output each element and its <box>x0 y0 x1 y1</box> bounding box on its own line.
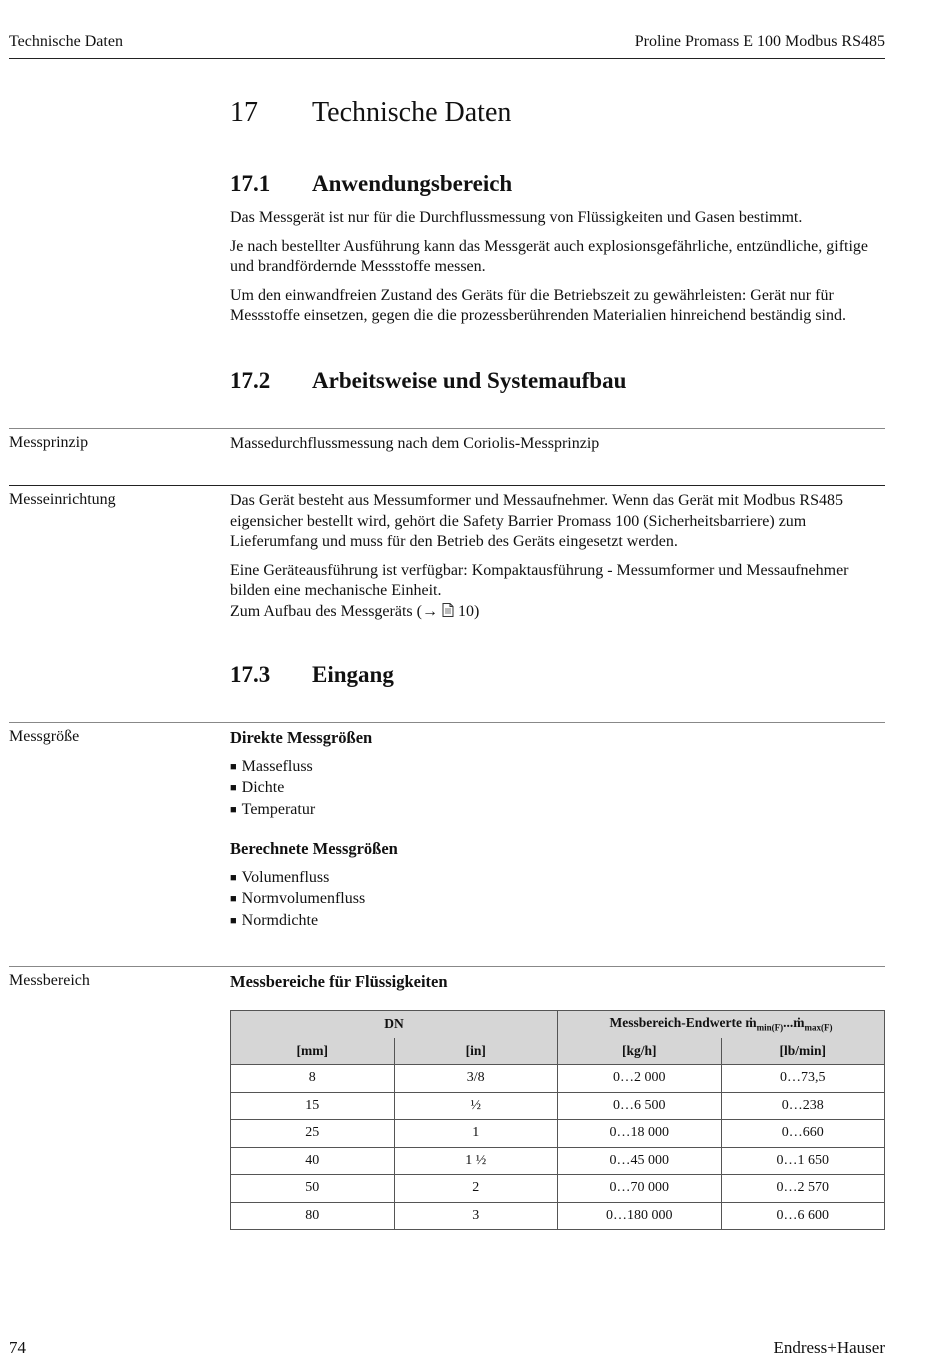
paragraph: Um den einwandfreien Zustand des Geräts für die Betriebszeit zu gewährleisten: Gerät nur für Messstoffe einsetzen, gegen die die prozessberührenden Materialien hinreichend beständig sind. <box>230 286 846 324</box>
list-item: ■ Normdichte <box>230 911 885 933</box>
direct-quantities-heading: Direkte Messgrößen <box>230 728 373 747</box>
table-cell: 1 <box>394 1120 558 1148</box>
column-header: [lb/min] <box>721 1038 885 1065</box>
running-header-section: Technische Daten <box>9 33 123 50</box>
table-cell: 0…6 600 <box>721 1202 885 1230</box>
brand-name: Endress+Hauser <box>773 1338 885 1357</box>
row-rule <box>9 722 885 723</box>
table-cell: 3 <box>394 1202 558 1230</box>
table-cell: 0…18 000 <box>558 1120 722 1148</box>
header-rule <box>9 58 885 59</box>
table-cell: 0…2 570 <box>721 1175 885 1203</box>
page-number: 74 <box>9 1338 26 1357</box>
column-group-range <box>558 1011 885 1038</box>
section-title: Eingang <box>312 662 394 687</box>
list-item: ■ Dichte <box>230 778 885 800</box>
section-number: 17.1 <box>230 171 271 196</box>
table-row <box>231 1065 885 1093</box>
table-cell: 2 <box>394 1175 558 1203</box>
page-reference-icon <box>442 603 454 620</box>
section-title: Anwendungsbereich <box>312 171 513 196</box>
table-cell: 15 <box>231 1092 395 1120</box>
paragraph: Das Messgerät ist nur für die Durchflussmessung von Flüssigkeiten und Gasen bestimmt. <box>230 209 803 226</box>
table-row <box>231 1120 885 1148</box>
messeinrichtung-body <box>230 491 885 622</box>
column-header: [in] <box>394 1038 558 1065</box>
table-cell: 0…45 000 <box>558 1147 722 1175</box>
table-cell: 0…238 <box>721 1092 885 1120</box>
list-item: ■ Temperatur <box>230 800 885 822</box>
section-number: 17.2 <box>230 368 271 393</box>
table-cell: 50 <box>231 1175 395 1203</box>
subscript-max: max(F) <box>804 1023 833 1034</box>
list-item: ■ Normvolumenfluss <box>230 889 885 911</box>
section-heading-17-3 <box>230 662 394 688</box>
table-cell: 0…180 000 <box>558 1202 722 1230</box>
mass-flow-symbol: ṁ <box>745 1015 757 1031</box>
mass-flow-symbol: ṁ <box>793 1015 805 1031</box>
measuring-range-table <box>230 1010 885 1230</box>
section-body-17-1 <box>230 208 885 335</box>
calculated-quantities-heading: Berechnete Messgrößen <box>230 839 398 858</box>
chapter-number: 17 <box>230 97 258 128</box>
chapter-heading <box>230 97 511 129</box>
table-cell: 80 <box>231 1202 395 1230</box>
list-item: ■ Massefluss <box>230 757 885 779</box>
direct-quantities-list <box>230 757 885 822</box>
paragraph: Eine Geräteausführung ist verfügbar: Kompaktausführung - Messumformer und Messaufnehmer bilden eine mechanische Einheit. <box>230 561 849 599</box>
section-title: Arbeitsweise und Systemaufbau <box>312 368 627 393</box>
table-cell: 0…1 650 <box>721 1147 885 1175</box>
table-row <box>231 1175 885 1203</box>
table-cell: 40 <box>231 1147 395 1175</box>
table-row <box>231 1202 885 1230</box>
list-item: ■ Volumenfluss <box>230 868 885 890</box>
running-header-product: Proline Promass E 100 Modbus RS485 <box>634 33 885 50</box>
messbereich-label: Messbereich <box>9 972 90 989</box>
messeinrichtung-label: Messeinrichtung <box>9 491 116 508</box>
section-number: 17.3 <box>230 662 271 687</box>
table-cell: 0…6 500 <box>558 1092 722 1120</box>
paragraph: Das Gerät besteht aus Messumformer und Messaufnehmer. Wenn das Gerät mit Modbus RS485 eigensicher bestellt wird, gehört die Safety Barrier Promass 100 (Sicherheitsbarriere) zum Lieferumfang und muss für den Betrieb des Geräts eingesetzt werden. <box>230 492 843 550</box>
range-separator: ... <box>783 1015 794 1031</box>
table-cell: 0…660 <box>721 1120 885 1148</box>
table-cell: 0…73,5 <box>721 1065 885 1093</box>
table-row <box>231 1147 885 1175</box>
table-row <box>231 1092 885 1120</box>
table-cell: ½ <box>394 1092 558 1120</box>
table-heading: Messbereiche für Flüssigkeiten <box>230 972 448 991</box>
messgroesse-label: Messgröße <box>9 728 80 745</box>
table-cell: 8 <box>231 1065 395 1093</box>
cross-reference <box>230 602 885 623</box>
row-rule <box>9 485 885 486</box>
column-header: [kg/h] <box>558 1038 722 1065</box>
section-heading-17-1 <box>230 171 512 197</box>
row-rule <box>9 428 885 429</box>
table-cell: 0…70 000 <box>558 1175 722 1203</box>
range-label: Messbereich-Endwerte <box>609 1015 746 1031</box>
calculated-quantities-list <box>230 868 885 933</box>
messprinzip-text: Massedurchflussmessung nach dem Coriolis-Messprinzip <box>230 435 600 452</box>
cross-reference-suffix: ) <box>473 602 480 620</box>
table-cell: 1 ½ <box>394 1147 558 1175</box>
table-cell: 3/8 <box>394 1065 558 1093</box>
column-group-dn: DN <box>231 1011 558 1038</box>
table-cell: 25 <box>231 1120 395 1148</box>
subscript-min: min(F) <box>756 1023 784 1034</box>
cross-reference-text: Zum Aufbau des Messgeräts (→ <box>230 602 442 620</box>
section-heading-17-2 <box>230 368 626 394</box>
column-header: [mm] <box>231 1038 395 1065</box>
paragraph: Je nach bestellter Ausführung kann das Messgerät auch explosionsgefährliche, entzündliche, giftige und brandfördernde Messstoffe messen. <box>230 237 869 275</box>
table-cell: 0…2 000 <box>558 1065 722 1093</box>
row-rule <box>9 966 885 967</box>
page-reference-number[interactable]: 10 <box>457 602 474 620</box>
messgroesse-body <box>230 728 885 950</box>
messprinzip-label: Messprinzip <box>9 434 89 451</box>
chapter-title: Technische Daten <box>312 97 512 128</box>
messbereich-heading <box>230 972 885 1001</box>
